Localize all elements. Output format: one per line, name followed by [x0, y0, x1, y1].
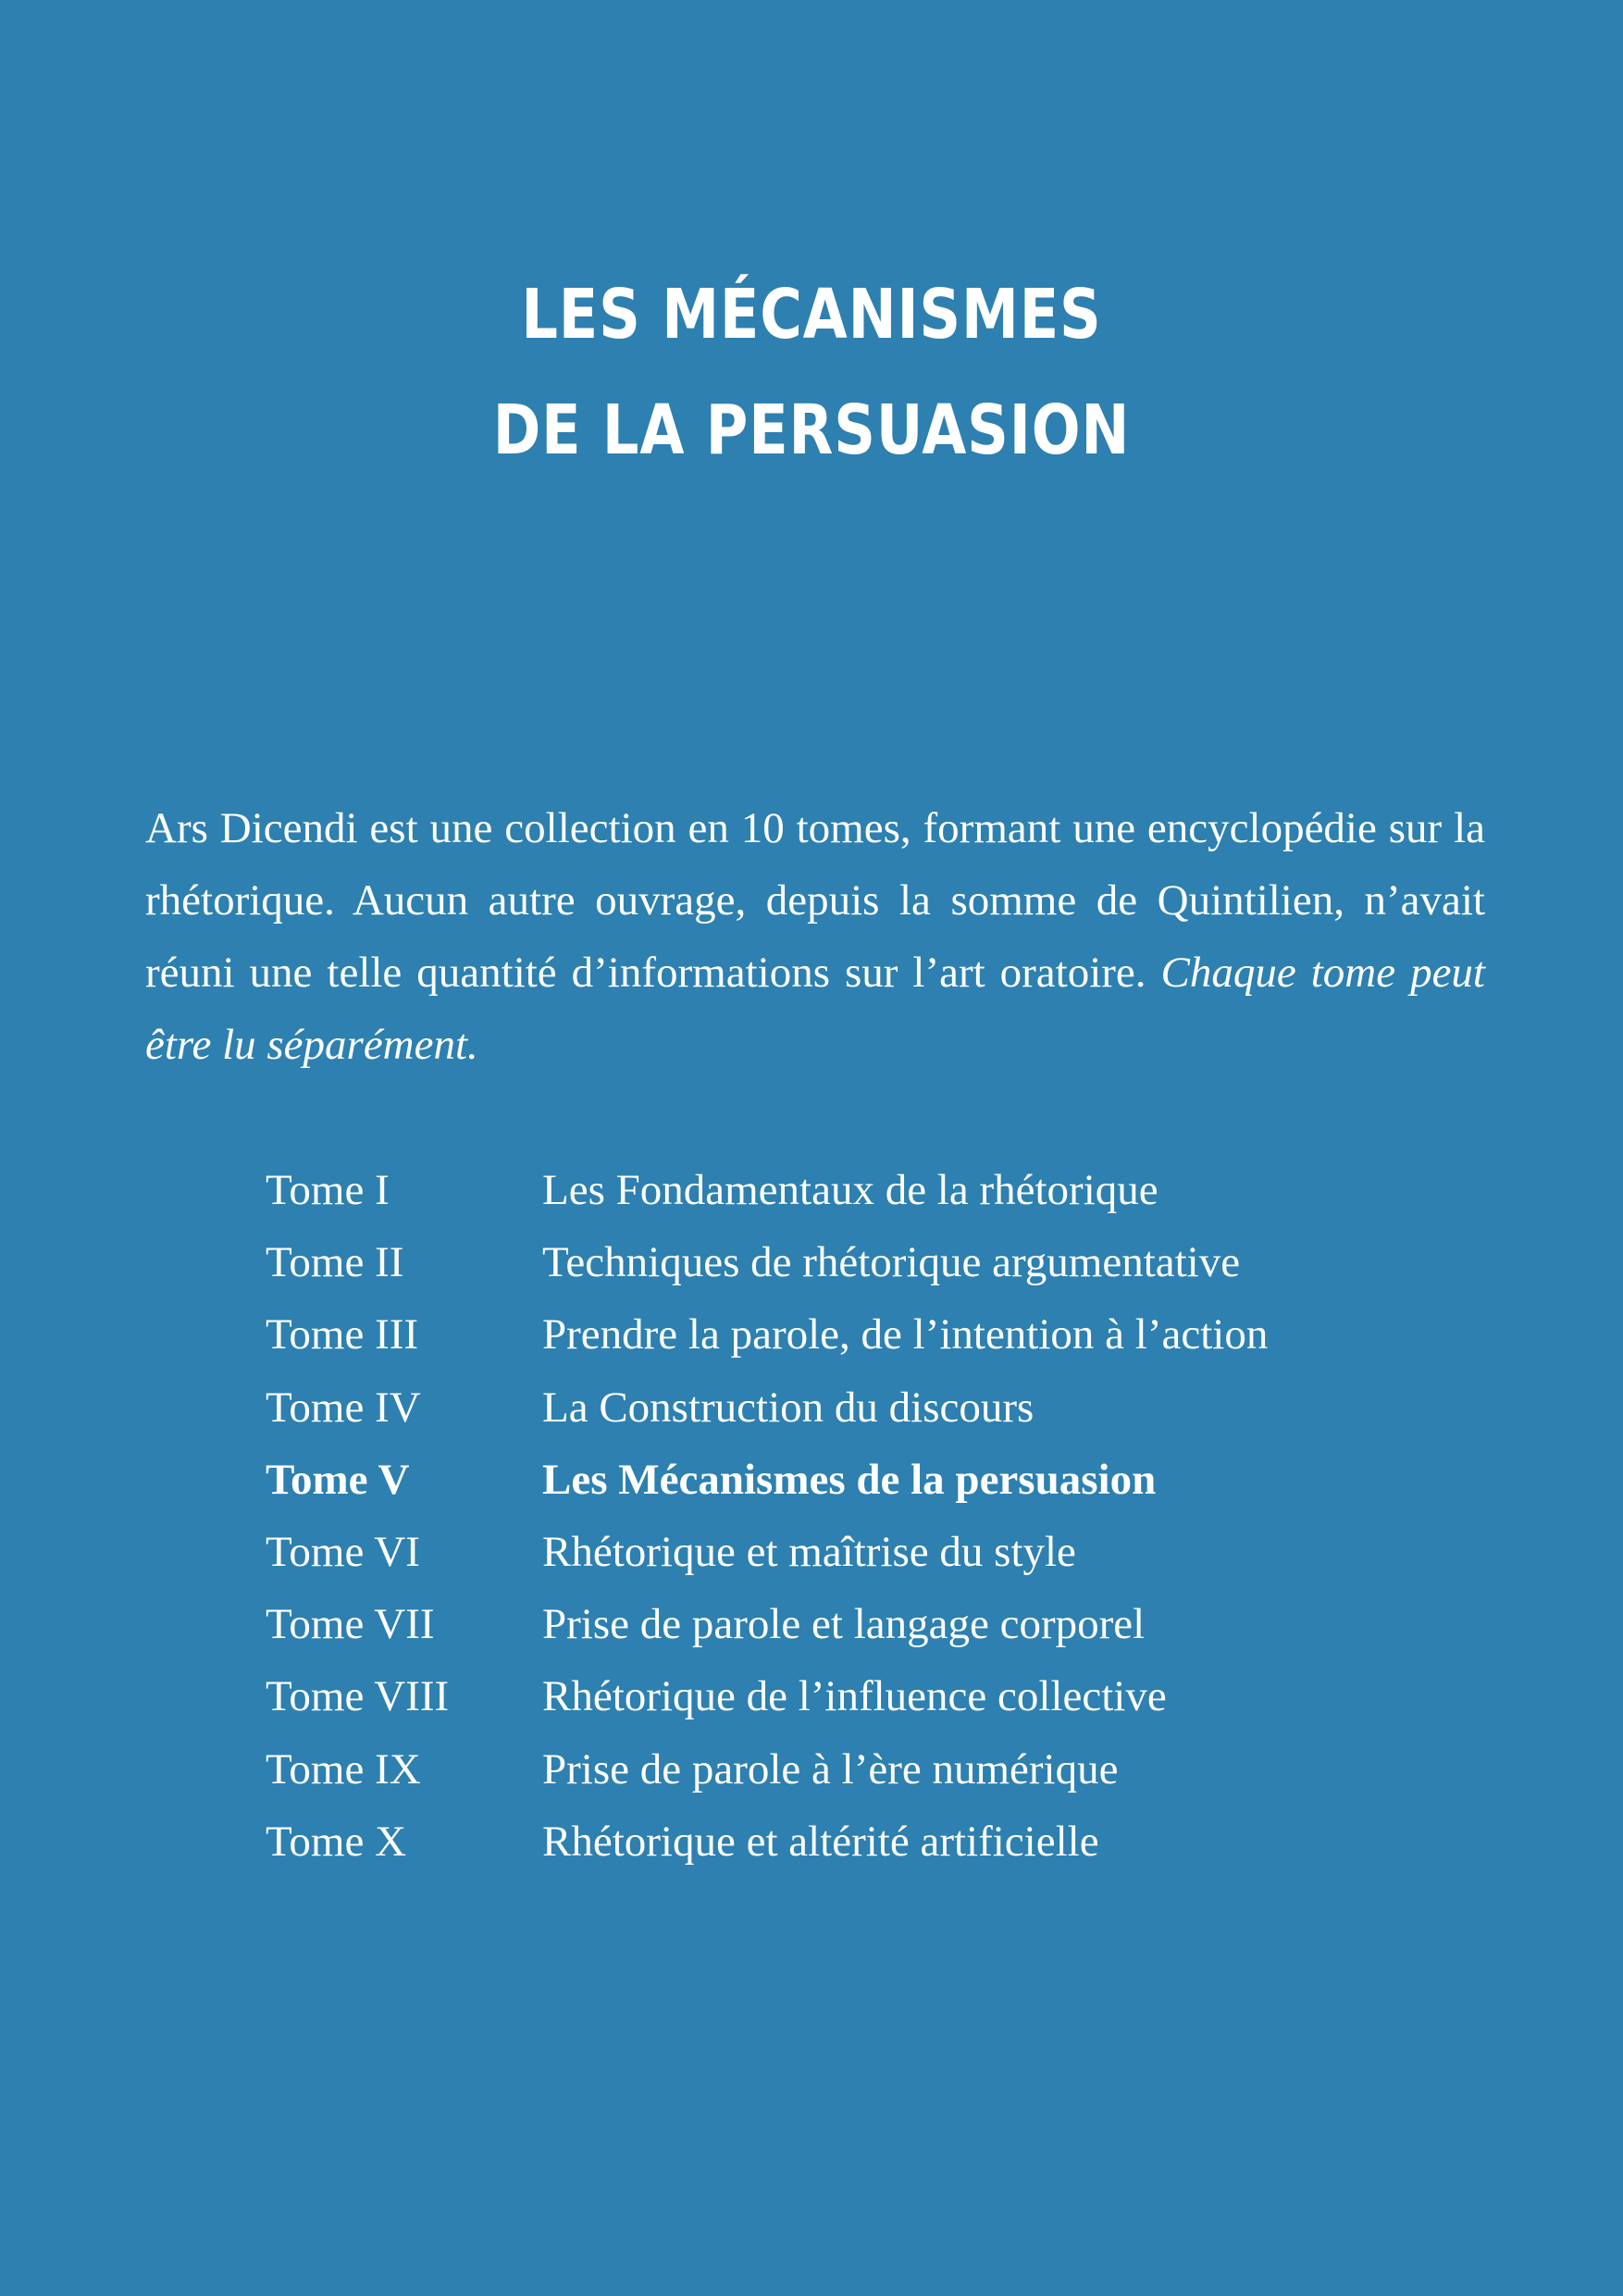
description-text: Ars Dicendi est une collection en 10 tomes, formant une encyclopédie sur la rhétorique. Aucun autre ouvrage, depuis la somme de Quintilien, n’avait réuni une telle quantité d’informations sur l’art oratoire. [145, 804, 1485, 997]
tome-number: Tome V [266, 1455, 410, 1504]
tome-title: Rhétorique et altérité artificielle [542, 1817, 1099, 1866]
title-line-1: LES MÉCANISMES [521, 275, 1102, 354]
tome-row [266, 1154, 1468, 1226]
tome-number: Tome VIII [266, 1672, 450, 1721]
tome-title: Les Fondamentaux de la rhétorique [542, 1166, 1158, 1214]
tome-title: Prendre la parole, de l’intention à l’action [542, 1310, 1269, 1359]
description-italic-note: Chaque tome peut être lu séparément. [145, 949, 1485, 1069]
tome-title: Techniques de rhétorique argumentative [542, 1238, 1241, 1287]
tome-number: Tome VI [266, 1528, 420, 1577]
tome-row [266, 1226, 1468, 1298]
collection-description [145, 792, 1485, 1081]
tome-row [266, 1806, 1468, 1878]
tome-title: Rhétorique et maîtrise du style [542, 1528, 1076, 1577]
tome-title: Prise de parole à l’ère numérique [542, 1744, 1119, 1793]
tome-title: La Construction du discours [542, 1383, 1035, 1432]
tome-title: Prise de parole et langage corporel [542, 1600, 1146, 1649]
tome-number: Tome IV [266, 1383, 421, 1432]
tome-row [266, 1660, 1468, 1732]
page-title [130, 257, 1493, 489]
tome-row-current [266, 1444, 1468, 1516]
tome-row [266, 1588, 1468, 1660]
tome-title: Rhétorique de l’influence collective [542, 1672, 1167, 1721]
tome-number: Tome III [266, 1310, 419, 1359]
tome-number: Tome X [266, 1817, 407, 1866]
tome-row [266, 1298, 1468, 1371]
tome-title: Les Mécanismes de la persuasion [542, 1455, 1157, 1504]
tome-row [266, 1733, 1468, 1806]
tome-number: Tome VII [266, 1600, 435, 1649]
tome-number: Tome II [266, 1238, 404, 1287]
tome-row [266, 1516, 1468, 1588]
tome-number: Tome IX [266, 1744, 421, 1793]
tome-number: Tome I [266, 1166, 390, 1214]
tome-list [266, 1154, 1468, 1878]
title-line-2: DE LA PERSUASION [492, 391, 1131, 470]
tome-row [266, 1371, 1468, 1444]
